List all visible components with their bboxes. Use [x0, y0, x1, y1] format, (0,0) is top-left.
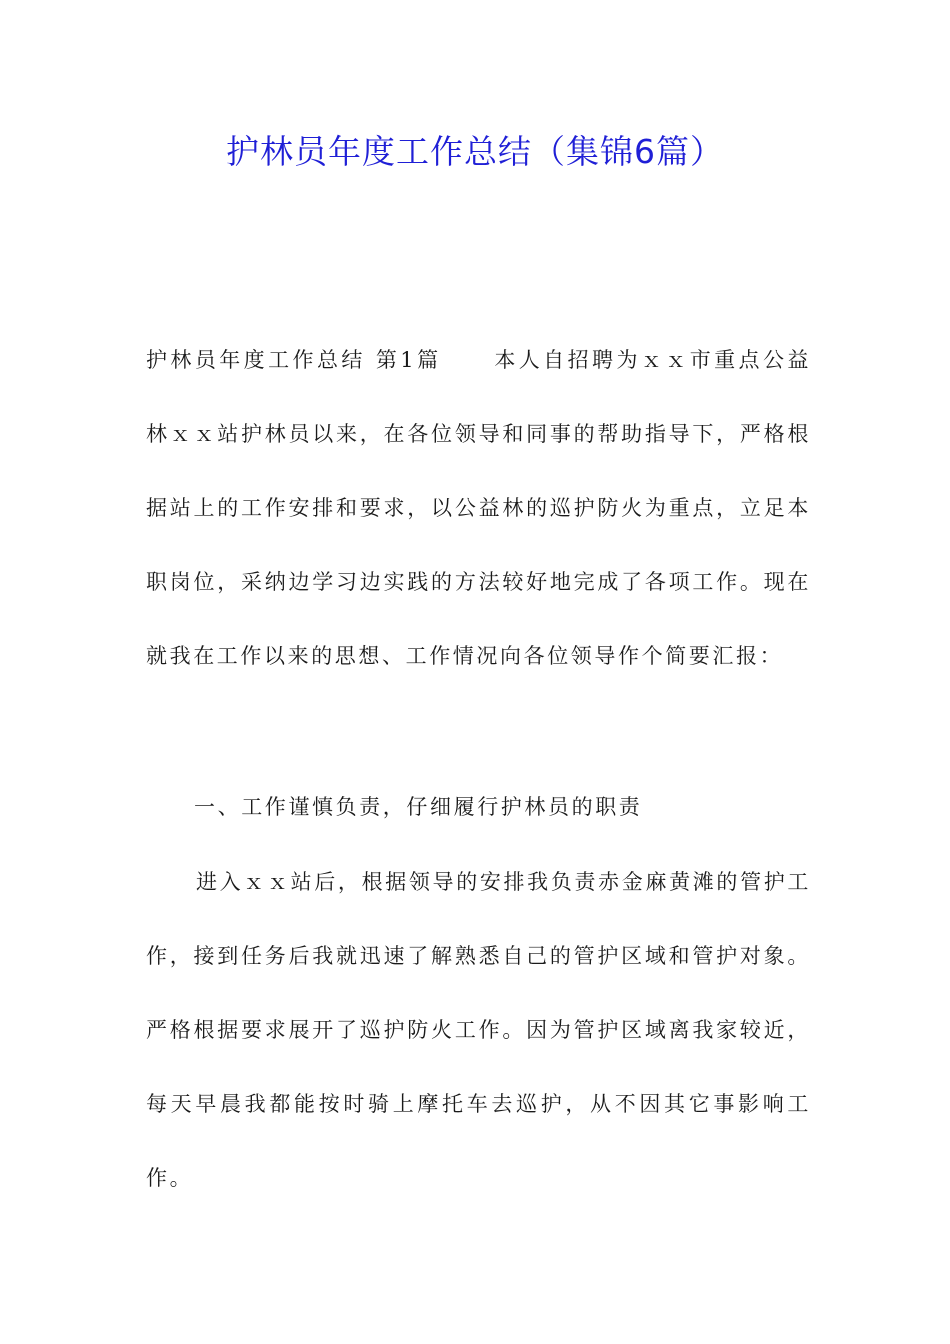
paragraph-intro-lead: 护林员年度工作总结 第1篇 [146, 348, 442, 372]
section-heading-1: 一、工作谨慎负责，仔细履行护林员的职责 [194, 795, 643, 819]
paragraph-intro [146, 323, 811, 693]
document-title: 护林员年度工作总结（集锦6篇） [226, 132, 724, 171]
paragraph-intro-body: 本人自招聘为ｘｘ市重点公益林ｘｘ站护林员以来，在各位领导和同事的帮助指导下，严格根据站上的工作安排和要求，以公益林的巡护防火为重点，立足本职岗位，采纳边学习边实践的方法较好地完成了各项工作。现在就我在工作以来的思想、工作情况向各位领导作个简要汇报： [146, 348, 811, 668]
paragraph-section-1: 进入ｘｘ站后，根据领导的安排我负责赤金麻黄滩的管护工作，接到任务后我就迅速了解熟悉自己的管护区域和管护对象。严格根据要求展开了巡护防火工作。因为管护区域离我家较近，每天早晨我都能按时骑上摩托车去巡护，从不因其它事影响工作。 [146, 870, 811, 1190]
